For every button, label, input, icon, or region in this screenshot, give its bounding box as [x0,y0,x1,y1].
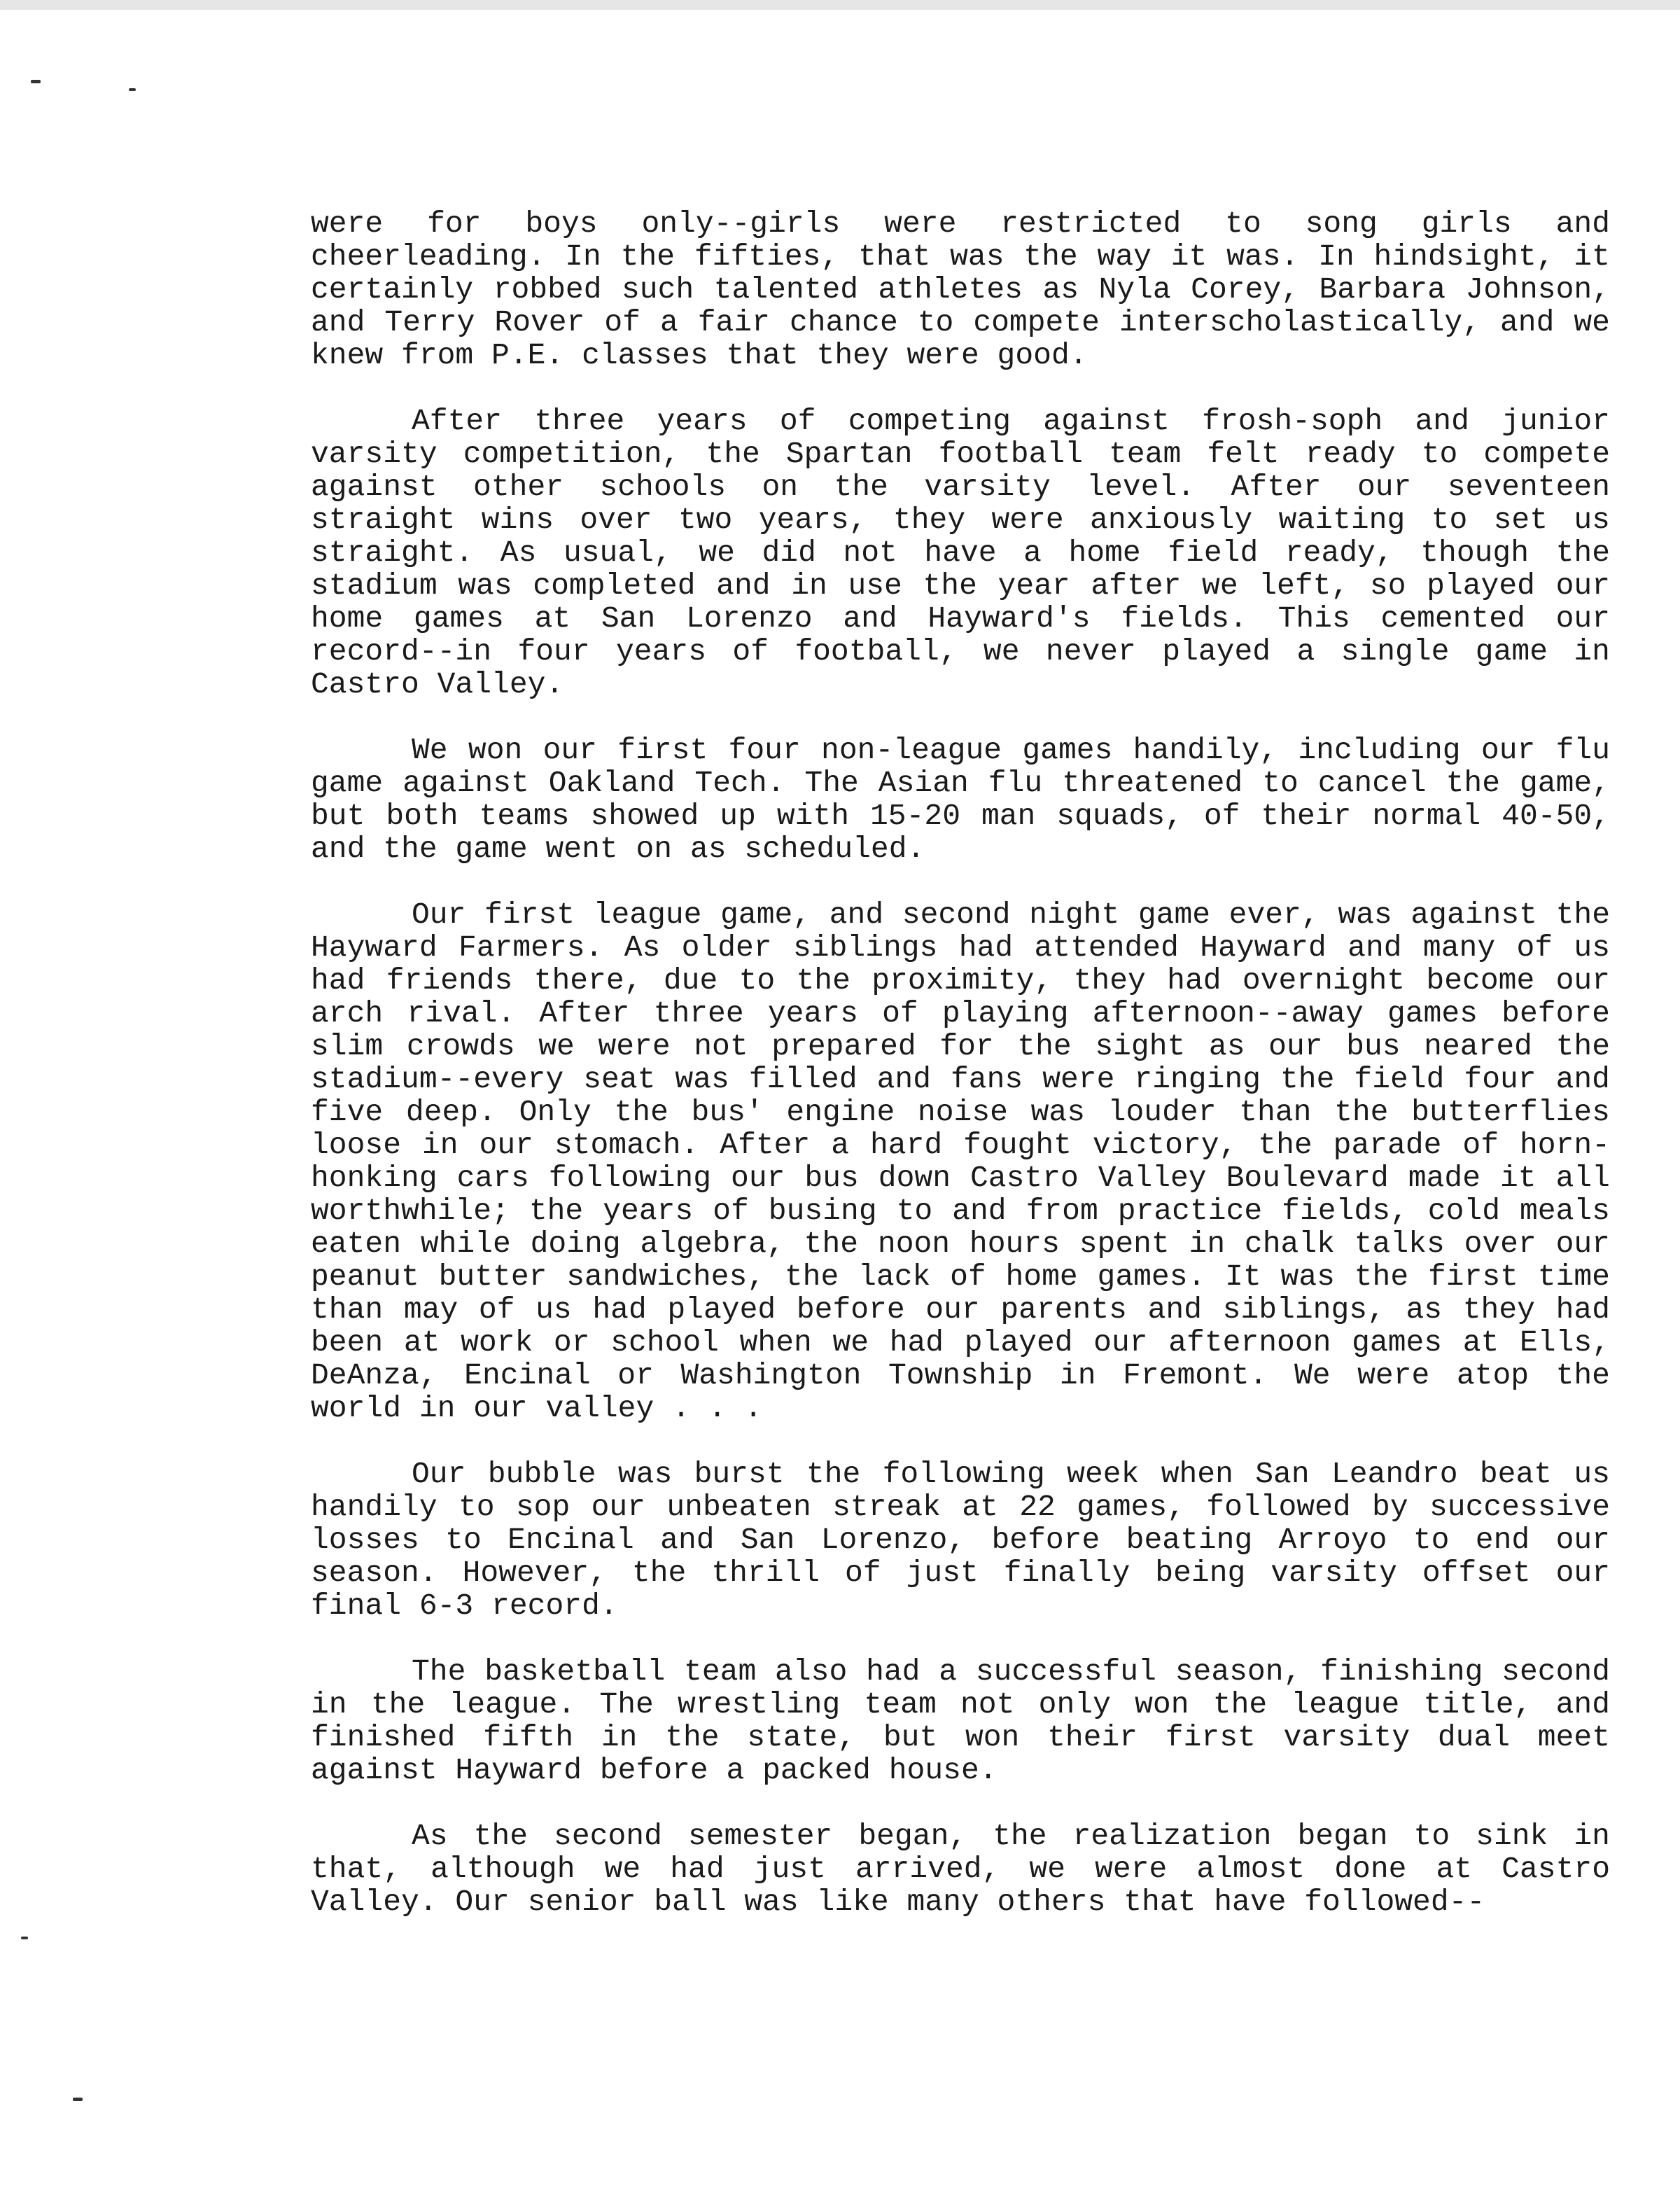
scan-speck [21,1937,28,1939]
scan-speck [129,88,136,91]
paragraph: were for boys only--girls were restricted to song girls and cheerleading. In the fifties, that was the way it was. In hindsight, it certainly robbed such talented athletes as Nyla Corey, Barbara Johnson, and Terry Rover of a fair chance to compete interscholastically, and we knew from P.E. classes that they were good. [311,207,1610,372]
scan-speck [31,80,41,83]
scan-top-edge [0,0,1680,10]
paragraph: Our first league game, and second night game ever, was against the Hayward Farmers. As older siblings had attended Hayward and many of us had friends there, due to the proximity, they had overnight become our arch rival. After three years of playing afternoon--away games before slim crowds we were not prepared for the sight as our bus neared the stadium--every seat was filled and fans were ringing the field four and five deep. Only the bus' engine noise was louder than the butterflies loose in our stomach. After a hard fought victory, the parade of horn-honking cars following our bus down Castro Valley Boulevard made it all worthwhile; the years of busing to and from practice fields, cold meals eaten while doing algebra, the noon hours spent in chalk talks over our peanut butter sandwiches, the lack of home games. It was the first time than may of us had played before our parents and siblings, as they had been at work or school when we had played our afternoon games at Ells, DeAnza, Encinal or Washington Township in Fremont. We were atop the world in our valley . . . [311,898,1610,1425]
paragraph: The basketball team also had a successful season, finishing second in the league. The wrestling team not only won the league title, and finished fifth in the state, but won their first varsity dual meet against Hayward before a packed house. [311,1654,1610,1787]
paragraph: As the second semester began, the realization began to sink in that, although we had just arrived, we were almost done at Castro Valley. Our senior ball was like many others that have followed-- [311,1819,1610,1919]
paragraph: We won our first four non-league games handily, including our flu game against Oakland Tech. The Asian flu threatened to cancel the game, but both teams showed up with 15-20 man squads, of their normal 40-50, and the game went on as scheduled. [311,733,1610,866]
scan-speck [73,2098,83,2101]
document-page [311,207,1610,1918]
paragraph: Our bubble was burst the following week when San Leandro beat us handily to sop our unbeaten streak at 22 games, followed by successive losses to Encinal and San Lorenzo, before beating Arroyo to end our season. However, the thrill of just finally being varsity offset our final 6-3 record. [311,1457,1610,1623]
paragraph: After three years of competing against frosh-soph and junior varsity competition, the Spartan football team felt ready to compete against other schools on the varsity level. After our seventeen straight wins over two years, they were anxiously waiting to set us straight. As usual, we did not have a home field ready, though the stadium was completed and in use the year after we left, so played our home games at San Lorenzo and Hayward's fields. This cemented our record--in four years of football, we never played a single game in Castro Valley. [311,404,1610,702]
